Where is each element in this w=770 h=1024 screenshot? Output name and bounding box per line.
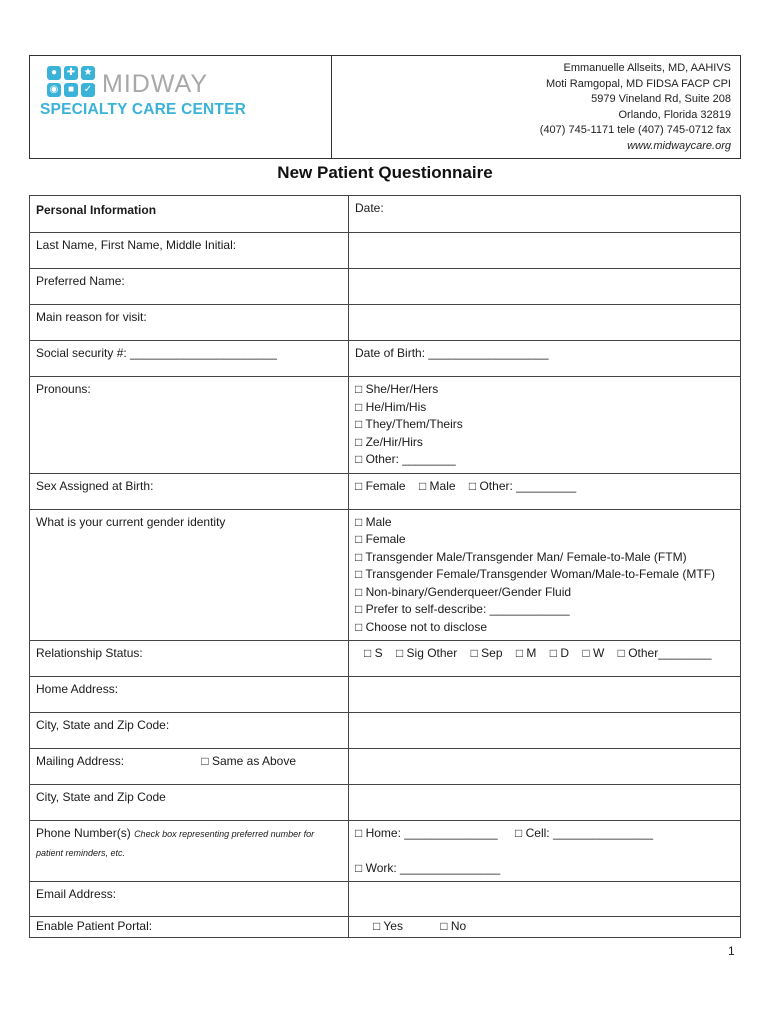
contact-line: (407) 745-1171 tele (407) 745-0712 fax: [539, 124, 731, 137]
dob-field[interactable]: Date of Birth: __________________: [349, 341, 741, 377]
portal-options: [349, 917, 741, 938]
home-address-label: Home Address:: [30, 677, 349, 713]
reason-field[interactable]: [349, 305, 741, 341]
gender-option[interactable]: □ Non-binary/Genderqueer/Gender Fluid: [355, 584, 572, 599]
sex-option[interactable]: □ Other: _________: [468, 478, 577, 493]
sex-option[interactable]: □ Male: [418, 478, 456, 493]
relationship-option[interactable]: □ D: [549, 646, 570, 660]
relationship-label: Relationship Status:: [30, 641, 349, 677]
mailing-address-field[interactable]: [349, 749, 741, 785]
gender-option[interactable]: □ Prefer to self-describe: ____________: [355, 602, 570, 616]
relationship-option[interactable]: □ W: [582, 646, 605, 660]
logo-icon: ● ✚ ★ ◉ ■ ✓: [47, 66, 99, 100]
gender-option[interactable]: □ Female: [355, 532, 406, 546]
logo-area: [30, 56, 332, 158]
page-number: 1: [728, 944, 735, 958]
pronoun-option[interactable]: □ Ze/Hir/Hirs: [355, 434, 423, 449]
pronoun-option[interactable]: □ Other: ________: [355, 452, 456, 466]
phone-label-text: Phone Number(s): [36, 826, 131, 840]
portal-yes-checkbox[interactable]: □ Yes: [373, 919, 403, 933]
sex-option[interactable]: □ Female: [355, 478, 406, 493]
page-title: New Patient Questionnaire: [277, 163, 493, 182]
gender-label: What is your current gender identity: [30, 509, 349, 641]
phone-label: [30, 821, 349, 882]
home-address-field[interactable]: [349, 677, 741, 713]
sex-options: [349, 473, 741, 509]
pronoun-option[interactable]: □ They/Them/Theirs: [355, 417, 463, 431]
gender-option[interactable]: □ Male: [355, 514, 392, 529]
pronouns-label: Pronouns:: [30, 377, 349, 474]
same-as-above-checkbox[interactable]: □ Same as Above: [201, 754, 297, 768]
logo-word: MIDWAY: [102, 70, 208, 98]
email-field[interactable]: [349, 882, 741, 917]
mailing-address-text: Mailing Address:: [36, 754, 125, 768]
city-state-zip-label: City, State and Zip Code:: [30, 713, 349, 749]
name-field[interactable]: [349, 233, 741, 269]
pronoun-options: [349, 377, 741, 474]
relationship-option[interactable]: □ S: [364, 646, 383, 660]
home-phone-checkbox[interactable]: □ Home: ______________: [355, 826, 498, 840]
contact-info: [332, 56, 740, 158]
gender-option[interactable]: □ Transgender Male/Transgender Man/ Female-to-Male (FTM): [355, 549, 687, 564]
contact-line: Moti Ramgopal, MD FIDSA FACP CPI: [545, 77, 731, 90]
sex-label: Sex Assigned at Birth:: [30, 473, 349, 509]
pronoun-option[interactable]: □ She/Her/Hers: [355, 382, 439, 396]
questionnaire-table: [29, 195, 741, 938]
mailing-address-label: [30, 749, 349, 785]
portal-no-checkbox[interactable]: □ No: [440, 919, 467, 933]
mailing-city-state-zip-field[interactable]: [349, 785, 741, 821]
phone-options: [349, 821, 741, 882]
work-phone-checkbox[interactable]: □ Work: _______________: [355, 860, 501, 875]
preferred-name-label: Preferred Name:: [30, 269, 349, 305]
portal-label: Enable Patient Portal:: [30, 917, 349, 938]
website-link[interactable]: www.midwaycare.org: [627, 139, 731, 152]
city-state-zip-field[interactable]: [349, 713, 741, 749]
name-label: Last Name, First Name, Middle Initial:: [30, 233, 349, 269]
email-label: Email Address:: [30, 882, 349, 917]
pronoun-option[interactable]: □ He/Him/His: [355, 399, 427, 414]
reason-label: Main reason for visit:: [30, 305, 349, 341]
relationship-options: [349, 641, 741, 677]
contact-line: 5979 Vineland Rd, Suite 208: [591, 93, 731, 106]
preferred-name-field[interactable]: [349, 269, 741, 305]
relationship-option[interactable]: □ Sig Other: [395, 646, 458, 660]
gender-option[interactable]: □ Choose not to disclose: [355, 619, 487, 634]
mailing-city-state-zip-label: City, State and Zip Code: [30, 785, 349, 821]
cell-phone-checkbox[interactable]: □ Cell: _______________: [515, 826, 654, 840]
personal-info-heading: Personal Information: [30, 196, 349, 233]
relationship-option[interactable]: □ Other________: [617, 646, 712, 660]
date-field[interactable]: Date:: [349, 196, 741, 233]
letterhead: [29, 55, 741, 159]
contact-line: Emmanuelle Allseits, MD, AAHIVS: [563, 62, 731, 74]
ssn-field[interactable]: Social security #: ______________________: [30, 341, 349, 377]
phone-note: Check box representing preferred number for patient reminders, etc.: [36, 829, 315, 858]
logo-subtitle: SPECIALTY CARE CENTER: [40, 101, 247, 118]
gender-option[interactable]: □ Transgender Female/Transgender Woman/Male-to-Female (MTF): [355, 567, 716, 581]
relationship-option[interactable]: □ Sep: [470, 646, 503, 660]
gender-options: [349, 509, 741, 641]
contact-line: Orlando, Florida 32819: [618, 108, 731, 121]
relationship-option[interactable]: □ M: [515, 646, 537, 660]
